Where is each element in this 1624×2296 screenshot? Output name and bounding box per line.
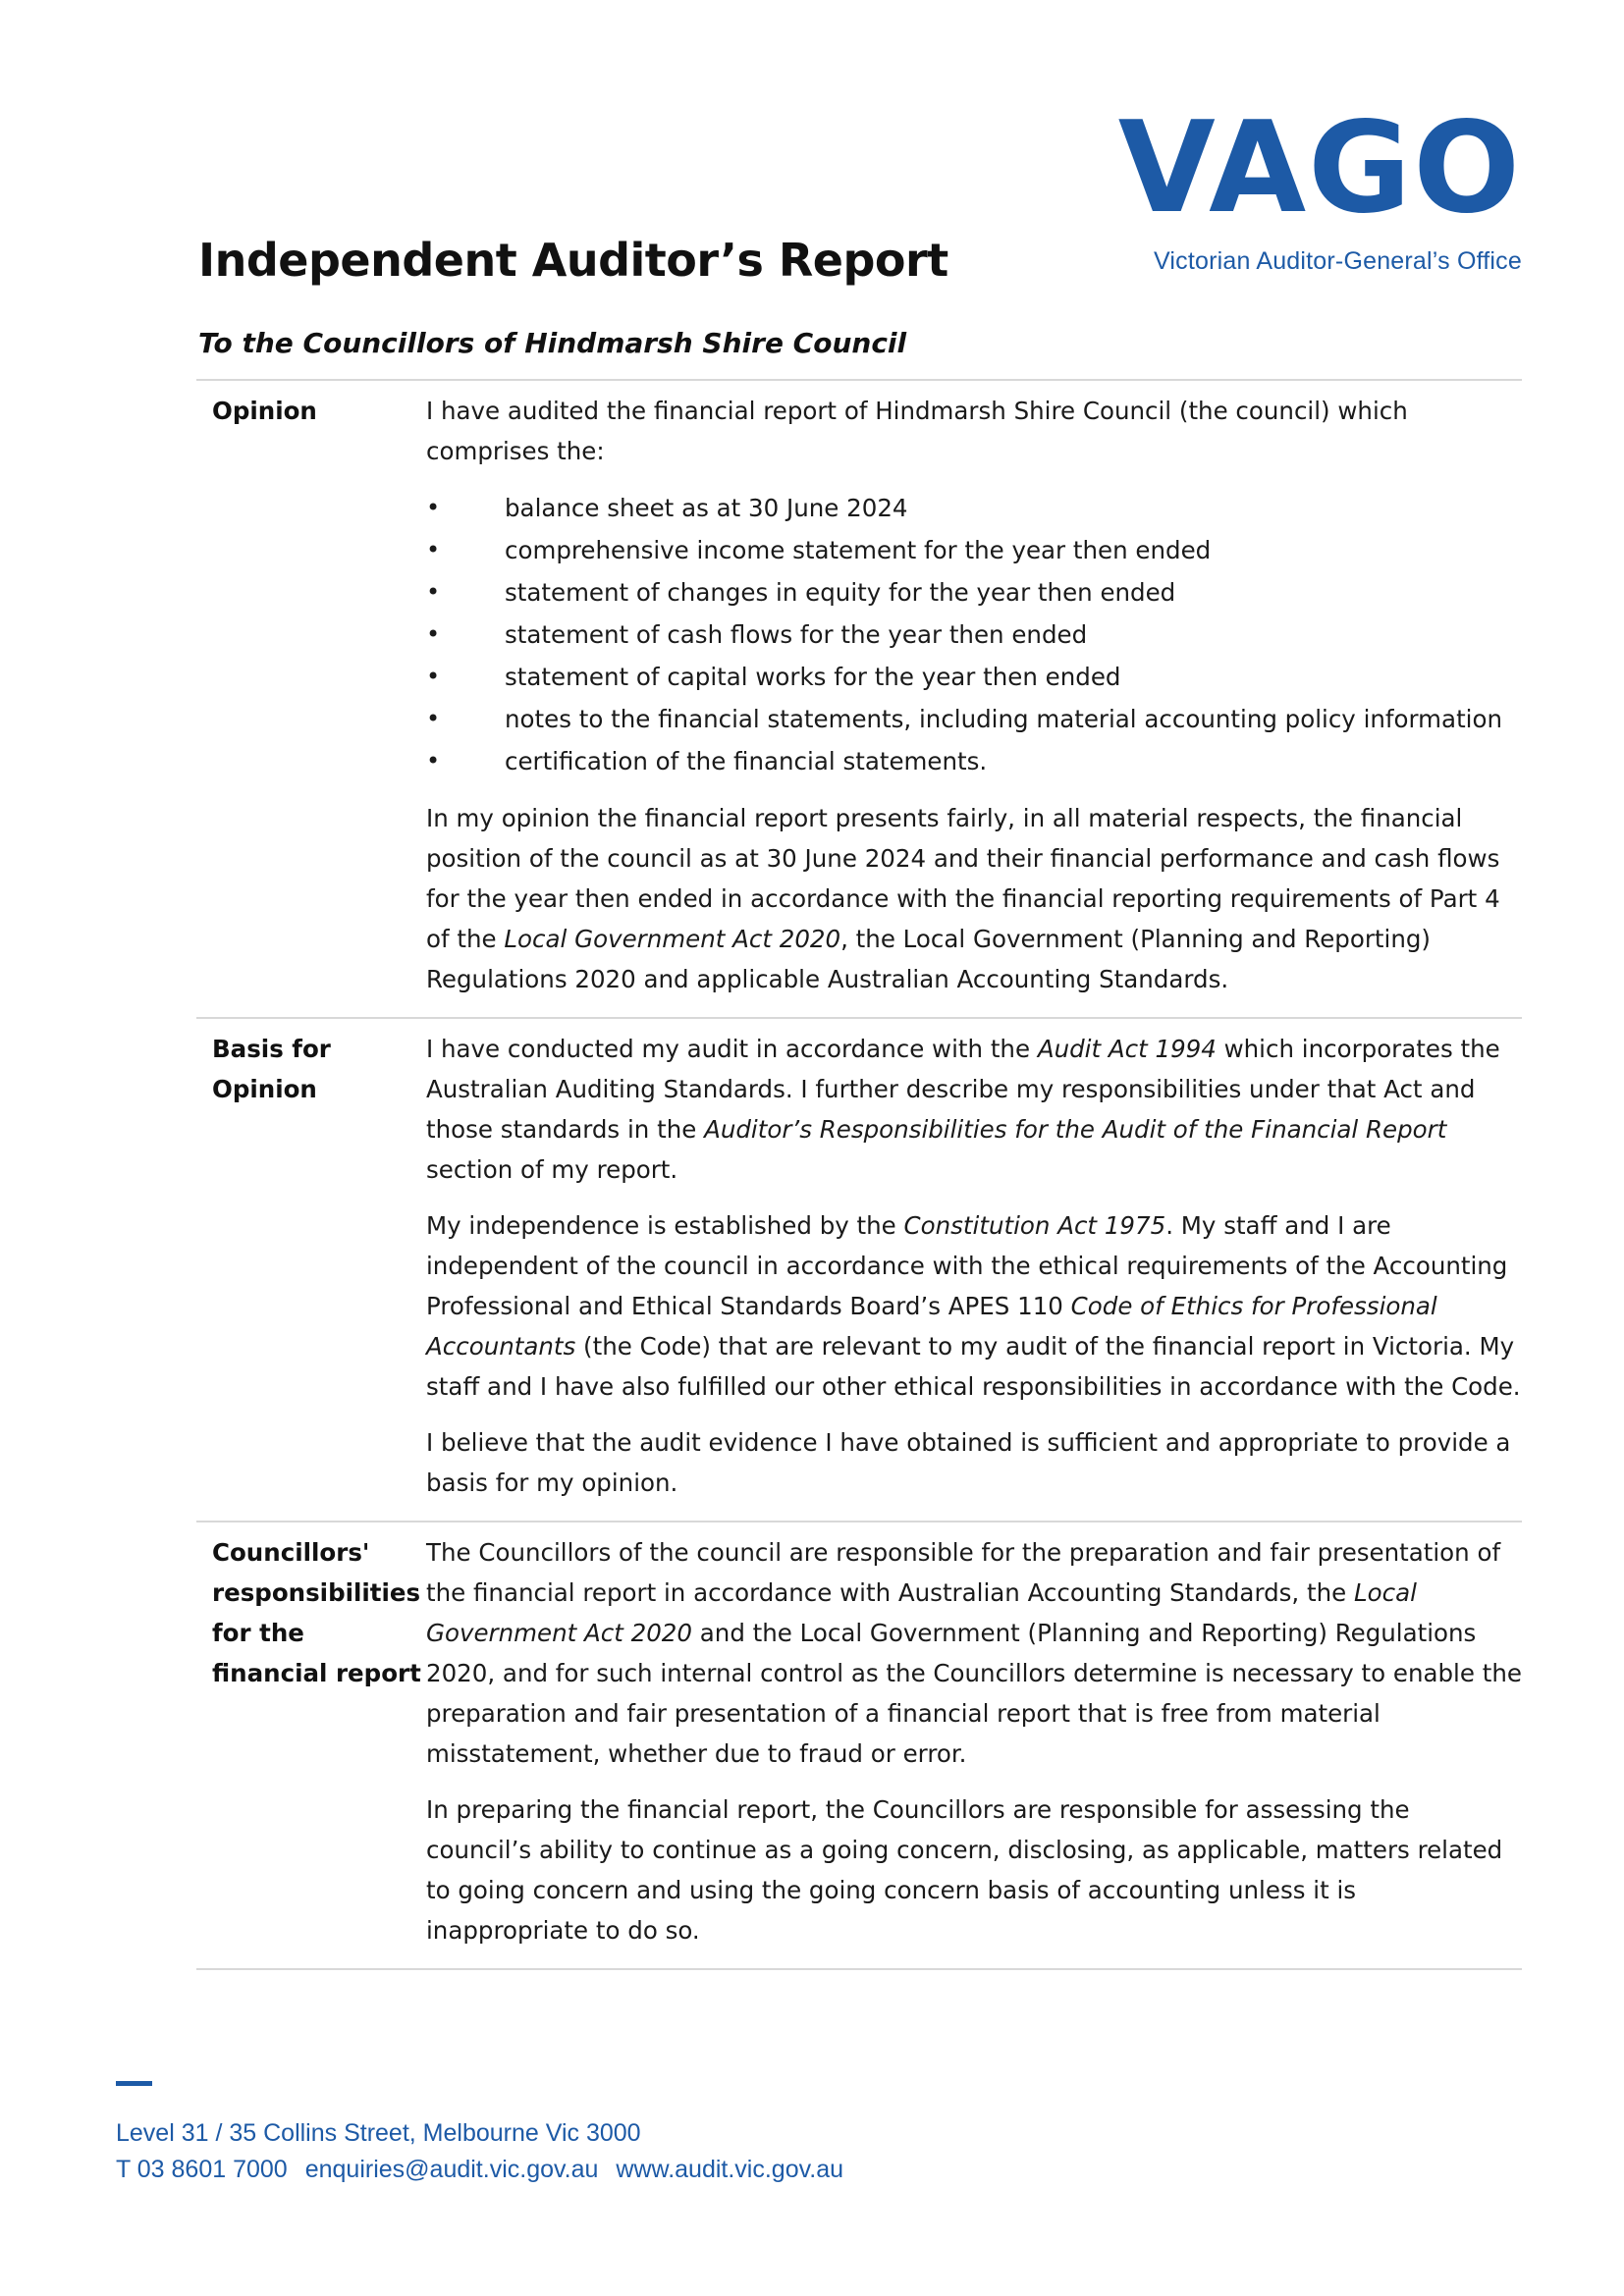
- text-run: I have conducted my audit in accordance with the: [426, 1035, 1038, 1063]
- text-run: section of my report.: [426, 1155, 678, 1184]
- text-run: which incorporates the Australian Auditing Standards. I further describe my responsibilities under that Act and those standards in the: [426, 1035, 1500, 1144]
- list-item: • statement of changes in equity for the year then ended: [426, 571, 1522, 614]
- section-basis-for-opinion: [196, 1018, 1522, 1522]
- logo-wordmark: VAGO: [1117, 95, 1522, 241]
- responsibilities-paragraph-1: [426, 1532, 1522, 1774]
- section-content: [426, 380, 1522, 1018]
- text-run: and the Local Government (Planning and Reporting) Regulations 2020, and for such internal control as the Councillors determine is necessary to enable the preparation and fair presentation of a financial report that is free from material misstatement, whether due to fraud or error.: [426, 1619, 1522, 1768]
- page-subtitle: To the Councillors of Hindmarsh Shire Council: [198, 327, 907, 359]
- list-item: • comprehensive income statement for the year then ended: [426, 529, 1522, 571]
- act-title: Local Government Act 2020: [426, 1578, 1417, 1647]
- footer-email[interactable]: enquiries@audit.vic.gov.au: [304, 2156, 599, 2183]
- section-label: Opinion: [196, 380, 426, 1018]
- list-item: • statement of cash flows for the year then ended: [426, 614, 1522, 656]
- section-reference: Auditor’s Responsibilities for the Audit of the Financial Report: [704, 1115, 1447, 1144]
- text-run: My independence is established by the: [426, 1211, 904, 1240]
- act-title: Constitution Act 1975: [903, 1211, 1166, 1240]
- opinion-paragraph: [426, 798, 1522, 999]
- footer-address: Level 31 / 35 Collins Street, Melbourne Vic 3000: [116, 2119, 641, 2147]
- footer-accent-bar: [116, 2081, 152, 2086]
- section-content: [426, 1018, 1522, 1522]
- code-title: Code of Ethics for Professional Accountants: [426, 1292, 1437, 1361]
- list-item: • balance sheet as at 30 June 2024: [426, 487, 1522, 529]
- section-label: Basis for Opinion: [196, 1018, 426, 1522]
- list-item: • notes to the financial statements, including material accounting policy information: [426, 698, 1522, 740]
- basis-paragraph-1: [426, 1029, 1522, 1190]
- basis-paragraph-3: I believe that the audit evidence I have obtained is sufficient and appropriate to provide a basis for my opinion.: [426, 1428, 1511, 1497]
- responsibilities-paragraph-2: In preparing the financial report, the Councillors are responsible for assessing the council’s ability to continue as a going concern, disclosing, as applicable, matters related to going concern and using the going concern basis of accounting unless it is inappropriate to do so.: [426, 1795, 1503, 1945]
- vago-logo: [1090, 95, 1522, 276]
- section-councillors-responsibilities: [196, 1522, 1522, 1969]
- text-run: (the Code) that are relevant to my audit of the financial report in Victoria. My staff and I have also fulfilled our other ethical responsibilities in accordance with the Code.: [426, 1332, 1521, 1401]
- act-title: Local Government Act 2020: [504, 925, 841, 953]
- page-title: Independent Auditor’s Report: [198, 234, 948, 287]
- section-content: [426, 1522, 1522, 1969]
- section-label: Councillors' responsibilities for the financial report: [196, 1522, 426, 1969]
- basis-paragraph-2: [426, 1205, 1522, 1407]
- list-item: • statement of capital works for the year then ended: [426, 656, 1522, 698]
- statement-list: [426, 487, 1522, 782]
- logo-office-name: Victorian Auditor-General’s Office: [1153, 247, 1522, 275]
- text-run: . My staff and I are independent of the council in accordance with the ethical requirements of the Accounting Professional and Ethical Standards Board’s APES 110: [426, 1211, 1508, 1320]
- report-table: [196, 379, 1522, 1970]
- act-title: Audit Act 1994: [1037, 1035, 1217, 1063]
- section-opinion: [196, 380, 1522, 1018]
- footer-contacts: [116, 2152, 843, 2188]
- footer-website[interactable]: www.audit.vic.gov.au: [616, 2156, 843, 2183]
- text-run: The Councillors of the council are responsible for the preparation and fair presentation of the financial report in accordance with Australian Accounting Standards, the: [426, 1538, 1501, 1607]
- footer-phone: T 03 8601 7000: [116, 2156, 288, 2183]
- text-run: , the Local Government (Planning and Reporting) Regulations 2020 and applicable Australian Accounting Standards.: [426, 925, 1431, 993]
- opinion-intro: I have audited the financial report of Hindmarsh Shire Council (the council) which comprises the:: [426, 397, 1408, 465]
- footer: [116, 2081, 843, 2188]
- list-item: • certification of the financial statements.: [426, 740, 1522, 782]
- text-run: In my opinion the financial report presents fairly, in all material respects, the financial position of the council as at 30 June 2024 and their financial performance and cash flows for the year then ended in accordance with the financial reporting requirements of Part 4 of the: [426, 804, 1500, 953]
